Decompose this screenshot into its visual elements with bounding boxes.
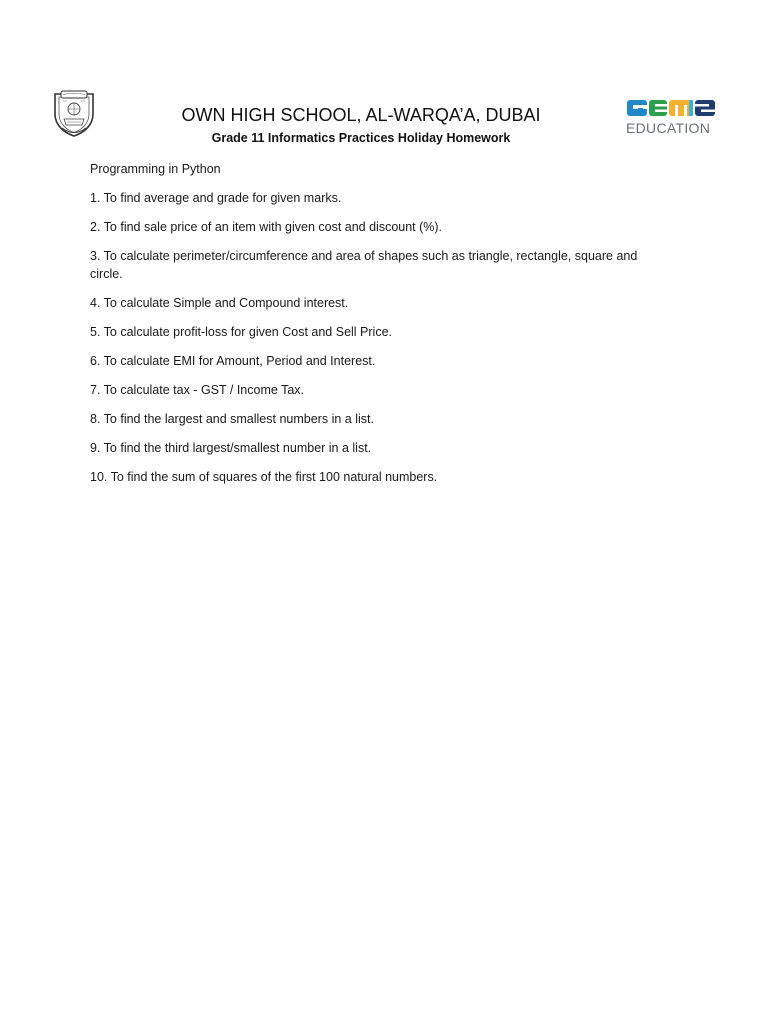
gems-education-label: EDUCATION <box>626 120 711 136</box>
list-item: 10. To find the sum of squares of the first 100 natural numbers. <box>90 470 438 484</box>
list-item: 4. To calculate Simple and Compound interest. <box>90 296 349 310</box>
list-item: 9. To find the third largest/smallest number in a list. <box>90 441 372 455</box>
list-item: 8. To find the largest and smallest numbers in a list. <box>90 412 374 426</box>
list-item: 6. To calculate EMI for Amount, Period and Interest. <box>90 354 376 368</box>
list-item: 5. To calculate profit-loss for given Cost and Sell Price. <box>90 325 392 339</box>
homework-body <box>90 160 660 497</box>
list-item: 2. To find sale price of an item with given cost and discount (%). <box>90 220 443 234</box>
task-list <box>90 189 660 486</box>
list-item: 3. To calculate perimeter/circumference and area of shapes such as triangle, rectangle, square and circle. <box>90 249 638 281</box>
homework-subtitle: Grade 11 Informatics Practices Holiday Homework <box>211 131 511 145</box>
list-item: 1. To find average and grade for given marks. <box>90 191 342 205</box>
gems-wordmark-icon <box>625 96 717 120</box>
gems-education-logo <box>625 96 717 140</box>
page-title: OWN HIGH SCHOOL, AL-WARQA’A, DUBAI <box>181 105 541 126</box>
section-intro: Programming in Python <box>90 162 221 176</box>
list-item: 7. To calculate tax - GST / Income Tax. <box>90 383 304 397</box>
